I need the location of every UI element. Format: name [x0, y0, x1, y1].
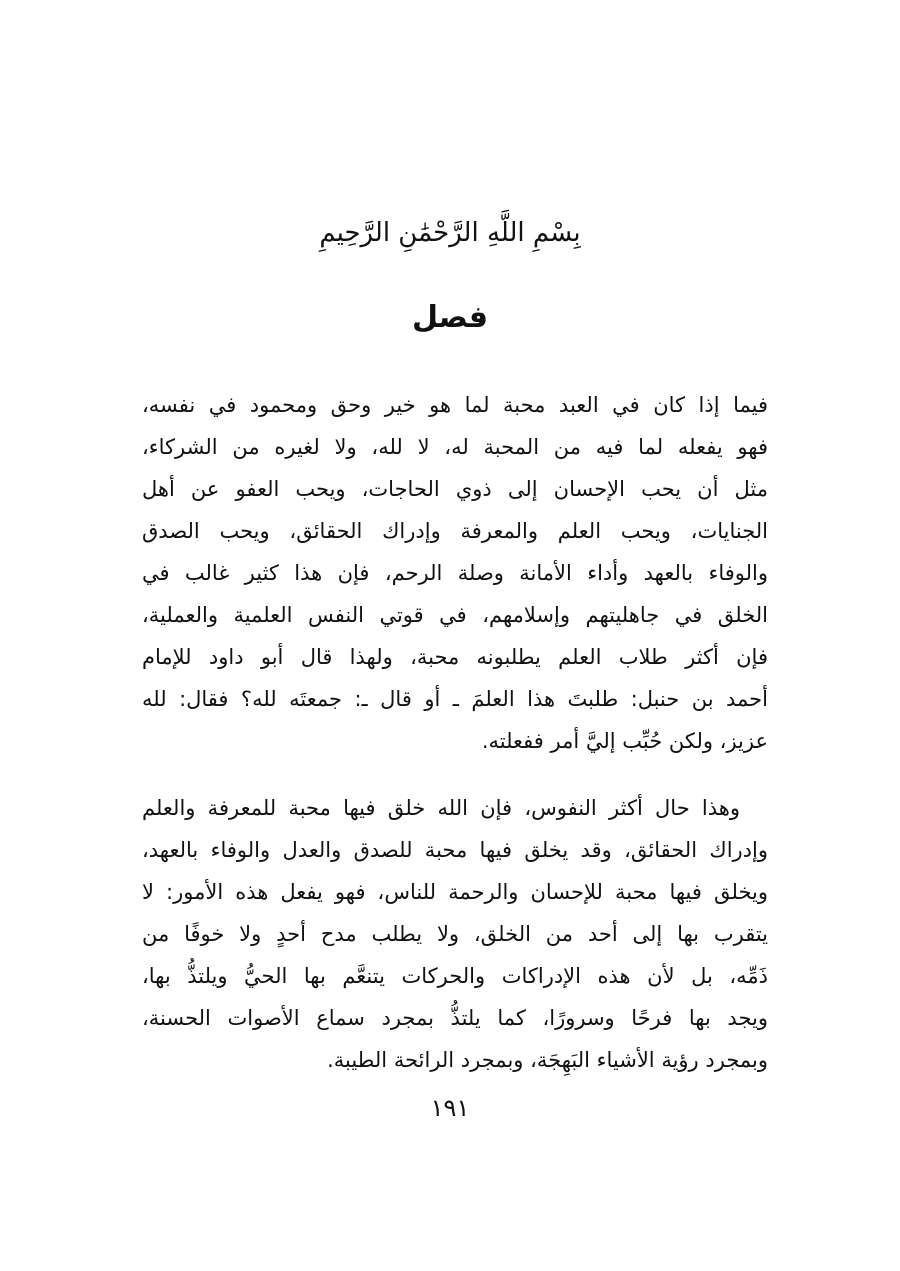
text-line: عزيز، ولكن حُبِّب إليَّ أمر ففعلته.	[481, 729, 768, 753]
text-line: فيما إذا كان في العبد محبة لما هو خير وحق ومحمود في نفسه،	[142, 393, 768, 417]
paragraph-1	[142, 384, 768, 762]
text-line: ويجد بها فرحًا وسرورًا، كما يلتذُّ بمجرد سماع الأصوات الحسنة،	[142, 1006, 768, 1030]
text-line: الجنايات، ويحب العلم والمعرفة وإدراك الحقائق، ويحب الصدق	[142, 519, 768, 543]
basmala-header: بِسْمِ اللَّهِ الرَّحْمَٰنِ الرَّحِيمِ	[319, 218, 581, 248]
text-line: الخلق في جاهليتهم وإسلامهم، في قوتي النفس العلمية والعملية،	[142, 603, 768, 627]
page-number: ١٩١	[430, 1094, 470, 1122]
text-line: يتقرب بها إلى أحد من الخلق، ولا يطلب مدح أحدٍ ولا خوفًا من	[142, 922, 768, 946]
text-line: وبمجرد رؤية الأشياء البَهِجَة، وبمجرد الرائحة الطيبة.	[327, 1048, 768, 1072]
text-line: فهو يفعله لما فيه من المحبة له، لا لله، ولا لغيره من الشركاء،	[142, 435, 768, 459]
section-title: فصل	[412, 300, 488, 335]
paragraph-2	[142, 787, 768, 1081]
text-line: مثل أن يحب الإحسان إلى ذوي الحاجات، ويحب العفو عن أهل	[142, 477, 768, 501]
text-line: والوفاء بالعهد وأداء الأمانة وصلة الرحم، فإن هذا كثير غالب في	[142, 561, 768, 585]
text-line: ذَمِّه، بل لأن هذه الإدراكات والحركات يتنعَّم بها الحيُّ ويلتذُّ بها،	[142, 964, 768, 988]
text-line: وإدراك الحقائق، وقد يخلق فيها محبة للصدق والعدل والوفاء بالعهد،	[142, 838, 768, 862]
text-line: ويخلق فيها محبة للإحسان والرحمة للناس، فهو يفعل هذه الأمور: لا	[142, 880, 768, 904]
text-line: أحمد بن حنبل: طلبتَ هذا العلمَ ـ أو قال ـ: جمعتَه لله؟ فقال: لله	[142, 687, 768, 711]
text-line: فإن أكثر طلاب العلم يطلبونه محبة، ولهذا قال أبو داود للإمام	[142, 645, 768, 669]
text-line: وهذا حال أكثر النفوس، فإن الله خلق فيها محبة للمعرفة والعلم	[142, 796, 740, 820]
